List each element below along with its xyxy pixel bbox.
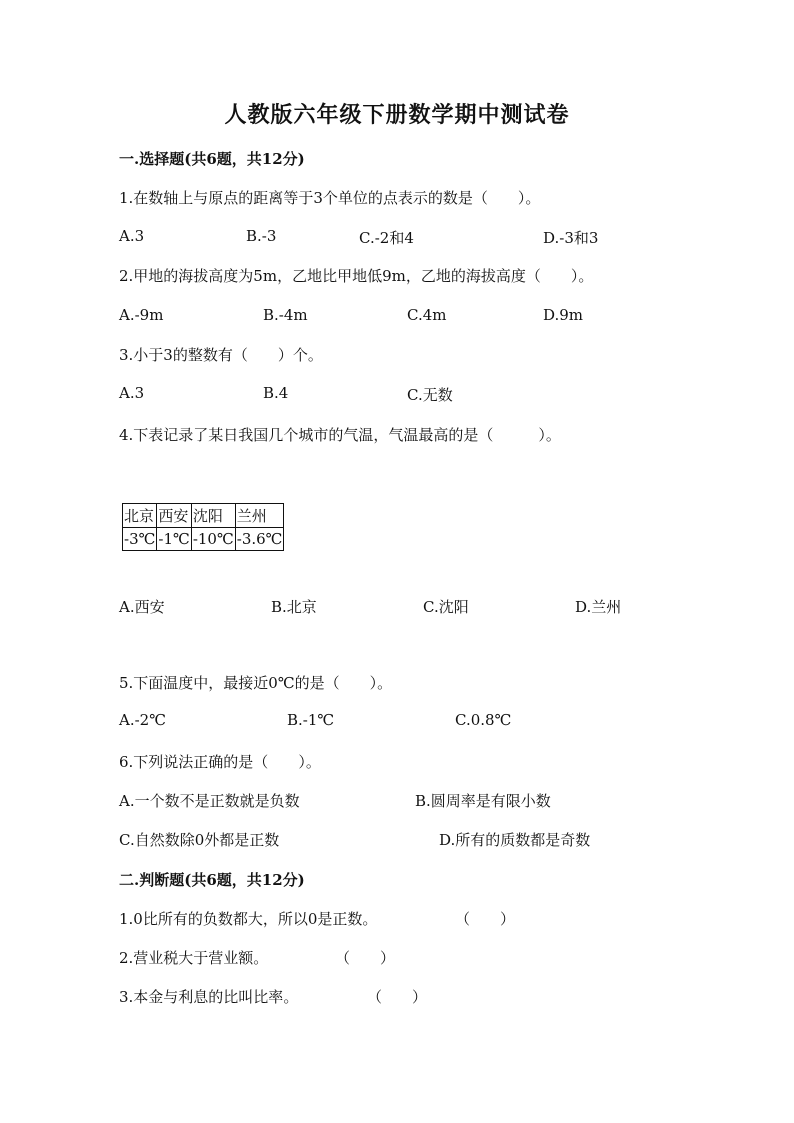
table-row: [123, 528, 284, 551]
table-cell: -3.6℃: [235, 528, 284, 551]
table-cell: -10℃: [191, 528, 235, 551]
q4-option-d: D.兰州: [575, 598, 622, 616]
q4-option-c: C.沈阳: [423, 598, 469, 616]
city-temperature-table: [122, 503, 284, 551]
table-cell: -3℃: [123, 528, 157, 551]
q4-option-a: A.西安: [119, 598, 165, 616]
question-6-text: 6.下列说法正确的是（ ）。: [119, 753, 321, 771]
table-cell: 沈阳: [191, 504, 235, 528]
q5-option-c: C.0.8℃: [455, 711, 512, 729]
q2-option-c: C.4m: [407, 306, 447, 324]
table-cell: 北京: [123, 504, 157, 528]
question-3-text: 3.小于3的整数有（ ）个。: [119, 346, 323, 364]
section-heading-choice: 一.选择题(共6题，共12分): [119, 150, 305, 168]
q3-option-c: C.无数: [407, 386, 453, 404]
q6-option-d: D.所有的质数都是奇数: [439, 831, 591, 849]
section-heading-judgement: 二.判断题(共6题，共12分): [119, 871, 305, 889]
judgement-2-text: 2.营业税大于营业额。: [119, 949, 269, 967]
q5-option-b: B.-1℃: [287, 711, 335, 729]
q2-option-d: D.9m: [543, 306, 584, 324]
question-1-text: 1.在数轴上与原点的距离等于3个单位的点表示的数是（ ）。: [119, 189, 541, 207]
question-2-text: 2.甲地的海拔高度为5m，乙地比甲地低9m，乙地的海拔高度（ ）。: [119, 267, 594, 285]
q4-option-b: B.北京: [271, 598, 317, 616]
judgement-1-blank: （ ）: [455, 910, 516, 928]
q6-option-b: B.圆周率是有限小数: [415, 792, 551, 810]
q1-option-d: D.-3和3: [543, 229, 599, 247]
question-4-text: 4.下表记录了某日我国几个城市的气温，气温最高的是（ ）。: [119, 426, 561, 444]
q3-option-b: B.4: [263, 384, 289, 402]
q3-option-a: A.3: [119, 384, 145, 402]
q6-option-a: A.一个数不是正数就是负数: [119, 792, 300, 810]
q5-option-a: A.-2℃: [119, 711, 166, 729]
q1-option-a: A.3: [119, 227, 145, 245]
table-header-row: [123, 504, 284, 528]
q2-option-b: B.-4m: [263, 306, 308, 324]
table-cell: 西安: [157, 504, 191, 528]
q2-option-a: A.-9m: [119, 306, 164, 324]
q6-option-c: C.自然数除0外都是正数: [119, 831, 280, 849]
table-cell: 兰州: [235, 504, 284, 528]
q1-option-c: C.-2和4: [359, 229, 414, 247]
table-cell: -1℃: [157, 528, 191, 551]
q1-option-b: B.-3: [246, 227, 277, 245]
judgement-2-blank: （ ）: [335, 949, 396, 967]
judgement-3-text: 3.本金与利息的比叫比率。: [119, 988, 299, 1006]
page-title: 人教版六年级下册数学期中测试卷: [224, 102, 570, 128]
question-5-text: 5.下面温度中，最接近0℃的是（ ）。: [119, 674, 393, 692]
judgement-1-text: 1.0比所有的负数都大，所以0是正数。: [119, 910, 378, 928]
judgement-3-blank: （ ）: [367, 988, 428, 1006]
